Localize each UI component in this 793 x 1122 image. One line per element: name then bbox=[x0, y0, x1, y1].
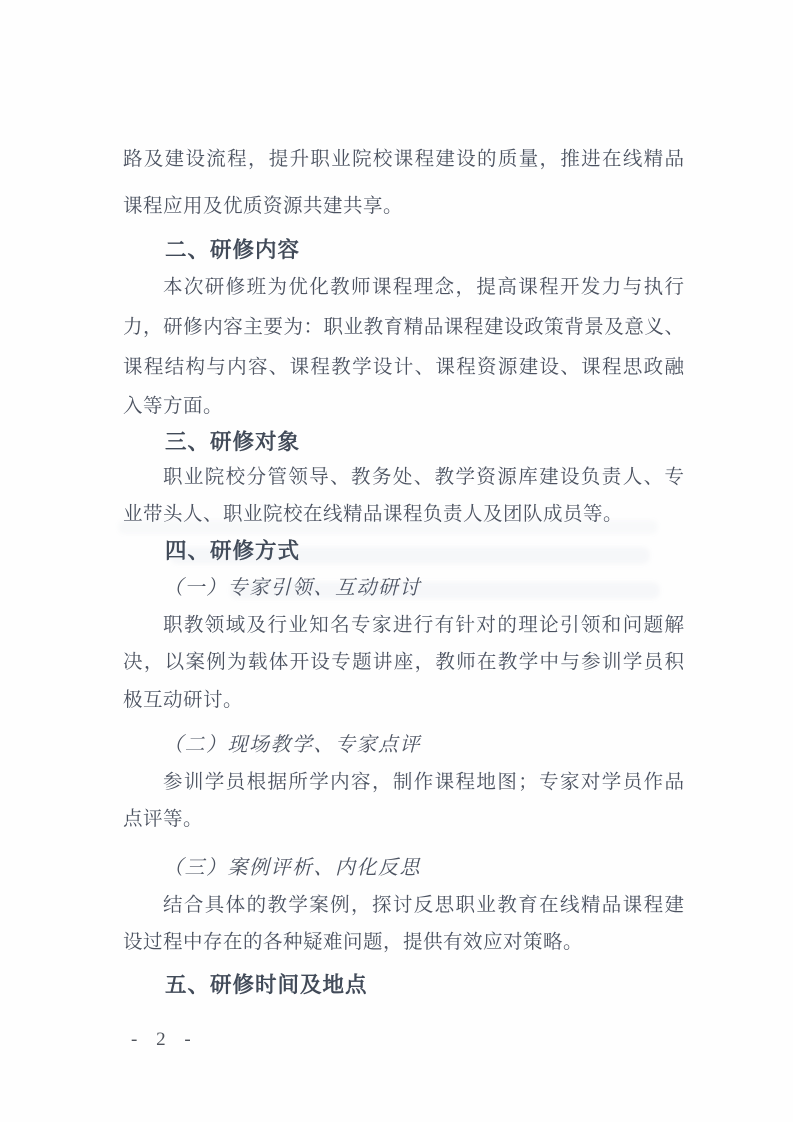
body-line: 职业院校分管领导、教务处、教学资源库建设负责人、专 bbox=[163, 467, 684, 488]
body-line: 课程结构与内容、课程教学设计、课程资源建设、课程思政融 bbox=[123, 357, 684, 378]
body-line: 路及建设流程，提升职业院校课程建设的质量，推进在线精品 bbox=[123, 149, 684, 170]
body-line: 本次研修班为优化教师课程理念，提高课程开发力与执行 bbox=[163, 277, 684, 298]
body-line: 参训学员根据所学内容，制作课程地图；专家对学员作品 bbox=[163, 772, 684, 793]
body-line: 力，研修内容主要为：职业教育精品课程建设政策背景及意义、 bbox=[123, 317, 684, 338]
section-heading-4: 四、研修方式 bbox=[165, 539, 301, 563]
page-number: - 2 - bbox=[131, 1029, 198, 1050]
body-line: 结合具体的教学案例，探讨反思职业教育在线精品课程建 bbox=[163, 895, 684, 916]
section-heading-3: 三、研修对象 bbox=[165, 430, 301, 454]
section-heading-5: 五、研修时间及地点 bbox=[165, 973, 368, 997]
sub-heading-4-1: （一）专家引领、互动研讨 bbox=[163, 577, 421, 599]
body-line: 决，以案例为载体开设专题讲座，教师在教学中与参训学员积 bbox=[123, 652, 684, 673]
body-line: 点评等。 bbox=[123, 809, 204, 830]
body-line: 课程应用及优质资源共建共享。 bbox=[123, 196, 404, 217]
body-line: 业带头人、职业院校在线精品课程负责人及团队成员等。 bbox=[123, 504, 624, 525]
body-line: 极互动研讨。 bbox=[123, 690, 244, 711]
sub-heading-4-2: （二）现场教学、专家点评 bbox=[163, 734, 421, 756]
section-heading-2: 二、研修内容 bbox=[165, 238, 301, 262]
body-line: 入等方面。 bbox=[123, 396, 224, 417]
body-line: 设过程中存在的各种疑难问题，提供有效应对策略。 bbox=[123, 932, 584, 953]
body-line: 职教领域及行业知名专家进行有针对的理论引领和问题解 bbox=[163, 615, 684, 636]
sub-heading-4-3: （三）案例评析、内化反思 bbox=[163, 857, 421, 879]
